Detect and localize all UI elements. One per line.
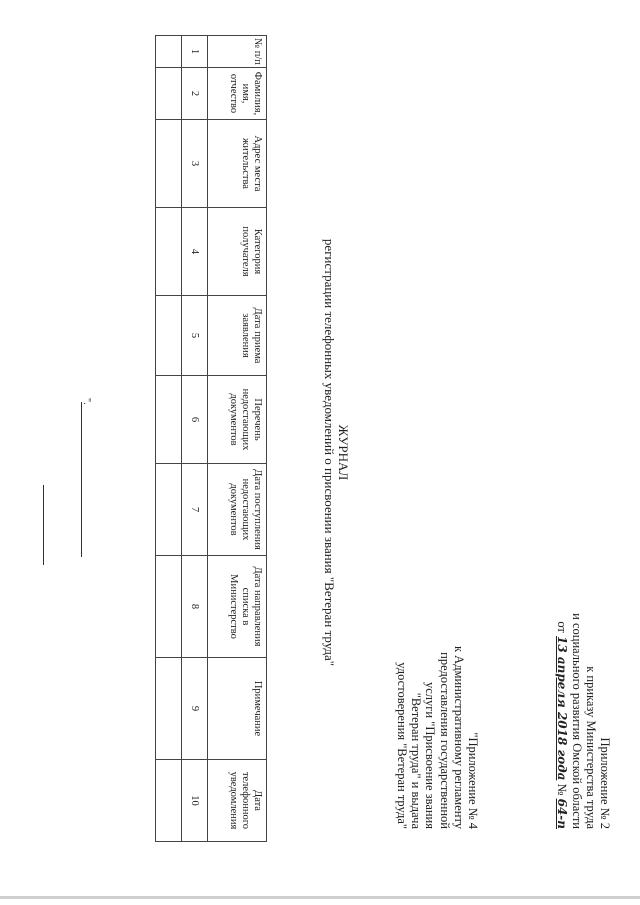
appendix-2-line4 (555, 529, 569, 829)
handwritten-number: 64-п (555, 798, 570, 829)
table-row (156, 36, 182, 842)
column-number-cell: 8 (182, 556, 208, 658)
empty-cell (156, 464, 182, 556)
header-cell: Примечание (208, 658, 267, 760)
handwritten-date: 13 апреля 2018 года (555, 636, 570, 781)
empty-cell (156, 556, 182, 658)
header-cell: Адрес места жительства (208, 120, 267, 208)
column-number-cell: 3 (182, 120, 208, 208)
column-number-cell: 4 (182, 208, 208, 296)
column-number-cell: 2 (182, 68, 208, 120)
appendix-2-line3: и социального развития Омской области (569, 613, 584, 829)
column-number-row (182, 36, 208, 842)
appendix-4-line2: к Административному регламенту (451, 645, 466, 829)
column-number-cell: 6 (182, 376, 208, 464)
empty-cell (156, 208, 182, 296)
header-cell: Дата поступления недостающих документов (208, 464, 267, 556)
column-number-cell: 9 (182, 658, 208, 760)
header-cell: Категория получателя (208, 208, 267, 296)
appendix-2-line1: Приложение № 2 (598, 737, 612, 829)
empty-cell (156, 658, 182, 760)
header-cell: Дата направления списка в Министерство (208, 556, 267, 658)
header-cell: № п/п (208, 36, 267, 68)
empty-cell (156, 296, 182, 376)
header-cell: Дата телефонного уведомления (208, 760, 267, 842)
appendix-4-line6: удостоверения "Ветеран труда" (394, 662, 409, 829)
signature-line (81, 402, 82, 557)
column-number-cell: 1 (182, 36, 208, 68)
header-cell: Фамилия, имя, отчество (208, 68, 267, 120)
appendix-4-line4: услуги "Присвоение звания (423, 681, 438, 829)
journal-table (155, 35, 267, 842)
appendix-4-header (395, 529, 480, 829)
number-sign: № (555, 783, 570, 796)
closing-quote: ". (81, 398, 92, 405)
empty-cell (156, 120, 182, 208)
empty-cell (156, 68, 182, 120)
appendix-4-line5: "Ветеран труда" и выдача (409, 692, 424, 829)
table-header-row (208, 36, 267, 842)
appendix-2-line2: к приказу Министерства труда (583, 666, 598, 829)
journal-subtitle: регистрации телефонных уведомлений о присвоении звания "Ветеран труда" (322, 238, 337, 667)
journal-title: ЖУРНАЛ (336, 424, 351, 481)
header-cell: Дата приема заявления (208, 296, 267, 376)
date-prefix: от (555, 621, 570, 633)
empty-cell (156, 36, 182, 68)
header-cell: Перечень недостающих документов (208, 376, 267, 464)
column-number-cell: 10 (182, 760, 208, 842)
column-number-cell: 7 (182, 464, 208, 556)
empty-cell (156, 760, 182, 842)
column-number-cell: 5 (182, 296, 208, 376)
appendix-2-header (555, 529, 612, 829)
signature-line-short (43, 485, 44, 565)
empty-cell (156, 376, 182, 464)
appendix-4-line3: предоставления государственной (437, 652, 452, 829)
appendix-4-line1: "Приложение № 4 (466, 732, 480, 829)
